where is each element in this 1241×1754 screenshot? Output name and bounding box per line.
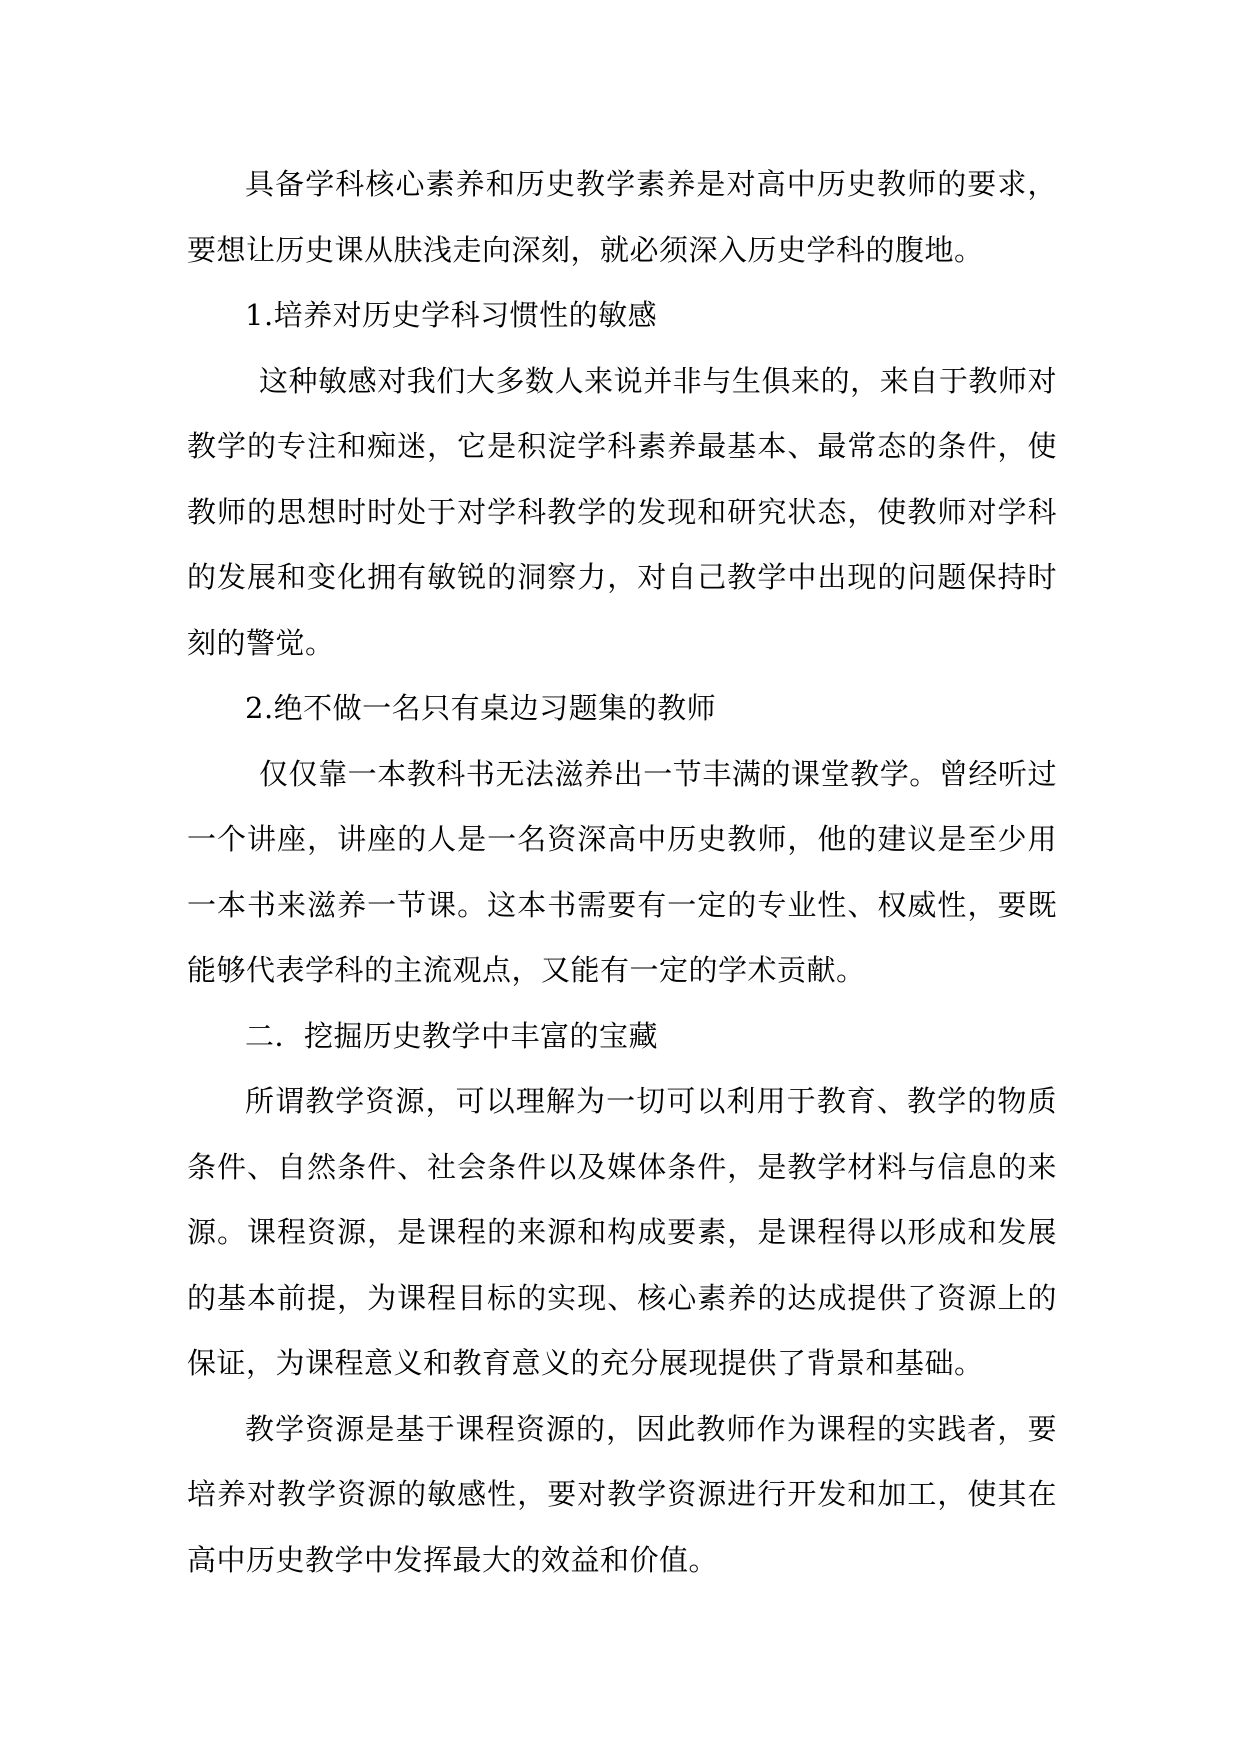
paragraph-sensitivity: 这种敏感对我们大多数人来说并非与生俱来的，来自于教师对教学的专注和痴迷，它是积淀学科素养最基本、最常态的条件，使教师的思想时时处于对学科教学的发现和研究状态，使教师对学科的发展和变化拥有敏锐的洞察力，对自己教学中出现的问题保持时刻的警觉。 xyxy=(187,363,1057,660)
heading-teaching-treasures: 二．挖掘历史教学中丰富的宝藏 xyxy=(245,1018,659,1053)
heading-exercise-books: 2.绝不做一名只有桌边习题集的教师 xyxy=(245,691,717,725)
paragraph-textbook: 仅仅靠一本教科书无法滋养出一节丰满的课堂教学。曾经听过一个讲座，讲座的人是一名资深高中历史教师，他的建议是至少用一本书来滋养一节课。这本书需要有一定的专业性、权威性，要既能够代表学科的主流观点，又能有一定的学术贡献。 xyxy=(187,756,1057,987)
heading-sensitivity: 1.培养对历史学科习惯性的敏感 xyxy=(245,298,658,332)
document-body xyxy=(187,152,1057,1593)
paragraph-resource-sensitivity: 教学资源是基于课程资源的，因此教师作为课程的实践者，要培养对教学资源的敏感性，要对教学资源进行开发和加工，使其在高中历史教学中发挥最大的效益和价值。 xyxy=(187,1411,1057,1577)
paragraph-teaching-resources: 所谓教学资源，可以理解为一切可以利用于教育、教学的物质条件、自然条件、社会条件以及媒体条件，是教学材料与信息的来源。课程资源，是课程的来源和构成要素，是课程得以形成和发展的基本前提，为课程目标的实现、核心素养的达成提供了资源上的保证，为课程意义和教育意义的充分展现提供了背景和基础。 xyxy=(187,1084,1057,1380)
paragraph-intro: 具备学科核心素养和历史教学素养是对高中历史教师的要求，要想让历史课从肤浅走向深刻，就必须深入历史学科的腹地。 xyxy=(187,167,1057,267)
